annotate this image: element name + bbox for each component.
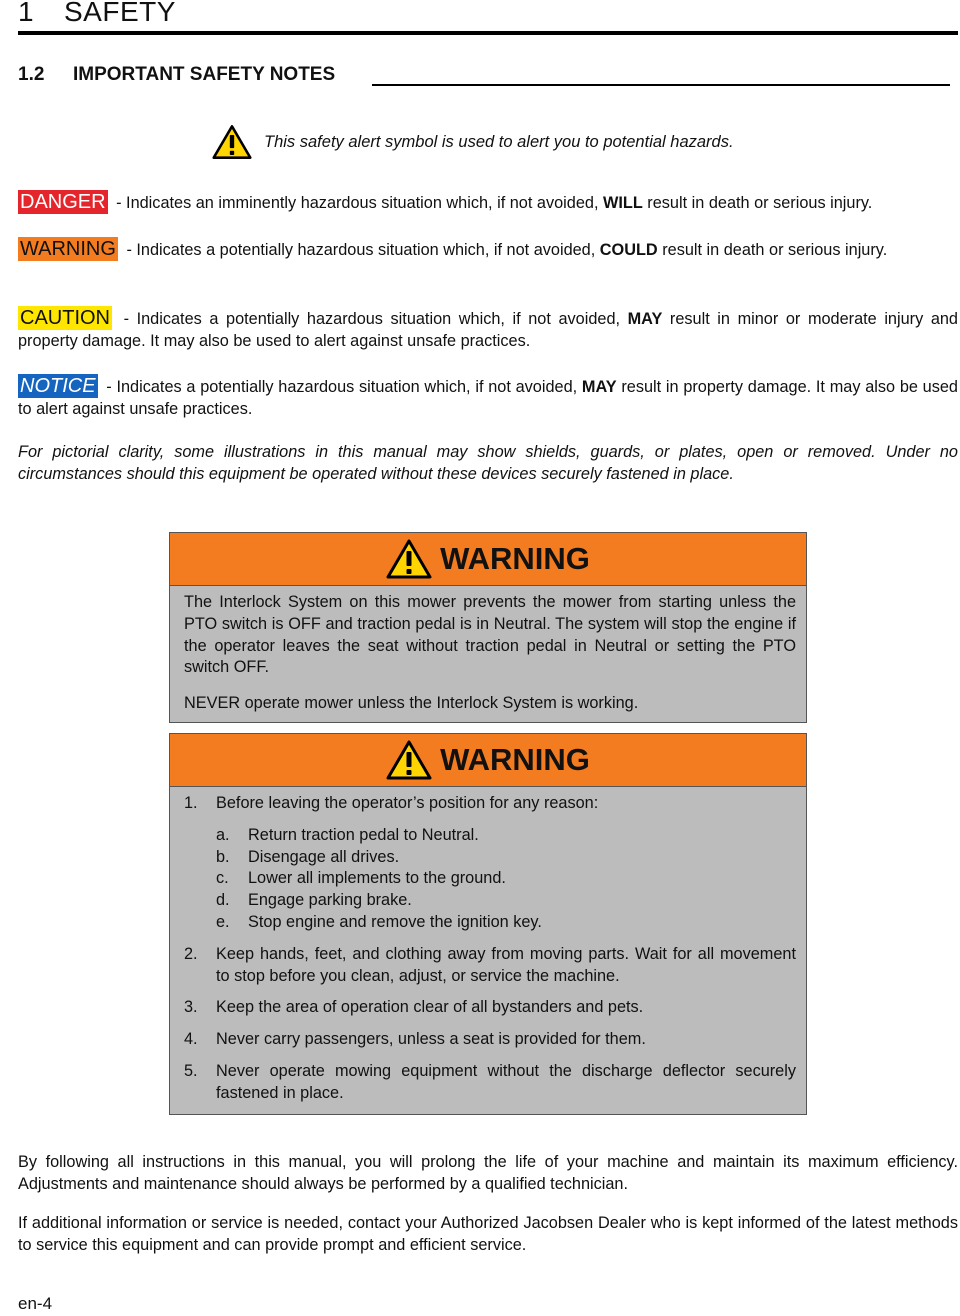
list-number: 2.: [184, 944, 198, 963]
caution-text: - Indicates a potentially hazardous situation which, if not avoided,: [116, 310, 628, 328]
list-number: 1.: [184, 794, 198, 812]
list-item: [184, 1029, 796, 1051]
warning-definition: [18, 237, 958, 261]
notice-label: NOTICE: [20, 375, 96, 397]
sub-list-text: Disengage all drives.: [248, 847, 400, 866]
caution-text-end: result in minor or moderate injury and property damage. It may also be used to alert against unsafe practices.: [18, 310, 958, 350]
section-title: IMPORTANT SAFETY NOTES: [73, 64, 336, 85]
notice-text-end: result in property damage. It may also be used to alert against unsafe practices.: [18, 378, 958, 418]
danger-text-end: result in death or serious injury.: [642, 194, 873, 212]
warning-text-end: result in death or serious injury.: [657, 241, 888, 259]
warning-label: WARNING: [20, 238, 116, 260]
warning-box-header: [170, 533, 806, 586]
list-item: [184, 997, 796, 1019]
sub-list-letter: d.: [216, 891, 230, 910]
section-heading: [18, 63, 335, 87]
notice-definition: [18, 374, 958, 420]
page-number: en-4: [18, 1294, 53, 1313]
sub-list-text: Lower all implements to the ground.: [248, 869, 506, 888]
closing-paragraph: If additional information or service is needed, contact your Authorized Jacobsen Dealer who is kept informed of the latest methods to service this equipment and can provide prompt and efficient service.: [18, 1214, 958, 1254]
list-text: Before leaving the operator’s position for any reason:: [216, 794, 599, 812]
warning-box-body: [170, 586, 806, 715]
sub-list-text: Stop engine and remove the ignition key.: [248, 912, 542, 931]
sub-list: [216, 825, 796, 934]
chapter-title: SAFETY: [64, 0, 176, 27]
warning-triangle-icon: [212, 124, 252, 160]
sub-list-item: [216, 890, 796, 912]
sub-list-letter: a.: [216, 825, 230, 844]
warning-triangle-icon: [386, 740, 432, 780]
notice-key: MAY: [581, 378, 617, 396]
danger-definition: [18, 190, 958, 214]
alert-symbol-row: [212, 122, 734, 162]
warning-list: [184, 793, 796, 1105]
list-text: Never carry passengers, unless a seat is provided for them.: [216, 1030, 646, 1049]
alert-symbol-text: This safety alert symbol is used to alert you to potential hazards.: [264, 132, 734, 151]
danger-label: DANGER: [20, 191, 106, 213]
sub-list-item: [216, 825, 796, 847]
sub-list-item: [216, 847, 796, 869]
warning-box-interlock: [169, 532, 807, 723]
notice-text: - Indicates a potentially hazardous situation which, if not avoided,: [101, 378, 582, 396]
caution-key: MAY: [627, 310, 663, 328]
caution-definition: [18, 306, 958, 352]
warning-box-title: WARNING: [440, 541, 590, 576]
chapter-heading: [18, 0, 176, 30]
warning-box-title: WARNING: [440, 742, 590, 777]
list-item: [184, 793, 796, 934]
caution-label: CAUTION: [20, 307, 110, 329]
sub-list-letter: e.: [216, 912, 230, 931]
section-rule: [372, 84, 950, 86]
list-text: Never operate mowing equipment without the discharge deflector securely fastened in place.: [216, 1061, 796, 1102]
warning-paragraph: NEVER operate mower unless the Interlock System is working.: [184, 694, 639, 713]
danger-text: - Indicates an imminently hazardous situation which, if not avoided,: [111, 194, 603, 212]
list-number: 5.: [184, 1061, 198, 1080]
warning-box-header: [170, 734, 806, 787]
list-number: 4.: [184, 1030, 198, 1049]
pictorial-note: For pictorial clarity, some illustrations in this manual may show shields, guards, or plates, open or removed. Under no circumstances should this equipment be operated without these devices securely fastened in place.: [18, 443, 958, 483]
sub-list-letter: c.: [216, 869, 229, 888]
warning-triangle-icon: [386, 539, 432, 579]
warning-box-operation: [169, 733, 807, 1115]
warning-key: COULD: [599, 241, 658, 259]
sub-list-item: [216, 912, 796, 934]
warning-box-body: [170, 787, 806, 1105]
warning-text: - Indicates a potentially hazardous situation which, if not avoided,: [121, 241, 600, 259]
sub-list-item: [216, 868, 796, 890]
list-number: 3.: [184, 998, 198, 1017]
sub-list-letter: b.: [216, 847, 230, 866]
sub-list-text: Engage parking brake.: [248, 891, 412, 910]
list-text: Keep hands, feet, and clothing away from moving parts. Wait for all movement to stop before you clean, adjust, or service the machine.: [216, 944, 796, 985]
warning-paragraph: The Interlock System on this mower prevents the mower from starting unless the PTO switch is OFF and traction pedal is in Neutral. The system will stop the engine if the operator leaves the seat without traction pedal in Neutral or setting the PTO switch OFF.: [184, 593, 796, 677]
sub-list-text: Return traction pedal to Neutral.: [248, 825, 479, 844]
closing-paragraph: By following all instructions in this manual, you will prolong the life of your machine and maintain its maximum efficiency. Adjustments and maintenance should always be performed by a qualified technician.: [18, 1153, 958, 1193]
section-number: 1.2: [18, 64, 45, 85]
chapter-rule: [18, 31, 958, 35]
chapter-number: 1: [18, 0, 35, 27]
list-text: Keep the area of operation clear of all bystanders and pets.: [216, 998, 644, 1017]
list-item: [184, 944, 796, 988]
list-item: [184, 1061, 796, 1105]
danger-key: WILL: [603, 194, 643, 212]
